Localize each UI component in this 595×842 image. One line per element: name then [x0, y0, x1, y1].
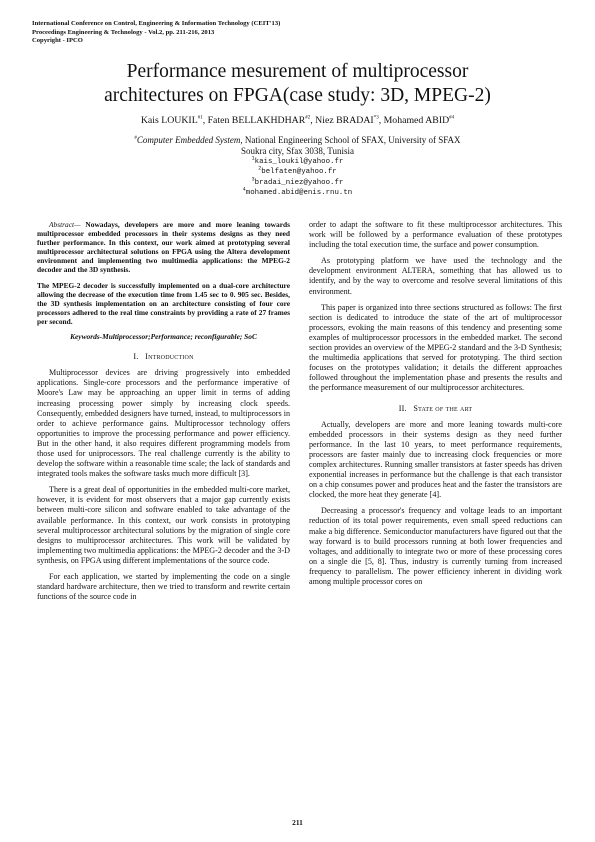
section-title: State of the art: [413, 403, 473, 413]
email-list: [40, 157, 555, 198]
abstract-label: Abstract—: [49, 220, 81, 229]
email-mark: 1: [251, 155, 255, 162]
page-number: 211: [292, 818, 303, 827]
affiliation: [40, 135, 555, 157]
author-mark: #2: [305, 115, 311, 121]
author-name: , Niez BRADAI: [310, 115, 374, 126]
abstract-text: Nowadays, developers are more and more leaning towards multiprocessor embedded processors in their systems designs as they need further performance. In this context, our work aimed at prototyping several multiprocessor architectural solutions on FPGA using the Altera development environment and implementing two multimedia applications: the MPEG-2 decoder and the 3D synthesis.: [37, 220, 290, 275]
paragraph: There is a great deal of opportunities in the embedded multi-core market, however, it is evident for most observers that a major gap currently exists between multi-core silicon and software enabled to take advantage of the available performance. In this context, our work consists in prototyping several multiprocessor architectural solutions by the migration of single core designs to multiprocessor architectures. This work will be validated by implementing two multimedia applications: the MPEG-2 decoder and the 3-D synthesis, on FPGA using different implementations of the source code.: [37, 485, 290, 565]
author-name: , Mohamed ABID: [378, 115, 450, 126]
email-address[interactable]: bradai_niez@yahoo.fr: [254, 178, 344, 187]
abstract: [37, 220, 290, 275]
email-mark: 2: [258, 165, 262, 172]
keywords: Keywords-Multiprocessor;Performance; reconfigurable; SoC: [70, 332, 257, 342]
email-mark: 3: [251, 176, 255, 183]
email-address[interactable]: kais_loukil@yahoo.fr: [254, 158, 344, 166]
title-line-2: architectures on FPGA(case study: 3D, MPEG-2): [104, 85, 491, 106]
email-address[interactable]: mohamed.abid@enis.rnu.tn: [245, 188, 353, 197]
copyright-line: Copyright - IPCO: [32, 37, 83, 45]
email-entry: [40, 188, 555, 198]
left-column: [37, 220, 290, 608]
affiliation-lab: Computer Embedded System,: [136, 135, 243, 145]
author-mark: *3: [373, 115, 379, 121]
affiliation-school: National Engineering School of SFAX, University of SFAX: [242, 135, 461, 145]
email-address[interactable]: belfaten@yahoo.fr: [261, 168, 337, 177]
section-title: Introduction: [145, 352, 194, 362]
proceedings-line: Proceedings Engineering & Technology - Vol.2, pp. 211-216, 2013: [32, 28, 215, 36]
title-line-1: Performance mesurement of multiprocessor: [126, 61, 469, 82]
section-heading-introduction: [37, 352, 290, 362]
paragraph: order to adapt the software to fit these multiprocessor architectures. This work will be followed by a performance evaluation of these prototypes including the total execution time, the surface and power consumption.: [309, 220, 562, 250]
author-mark: #4: [449, 115, 455, 121]
email-mark: 4: [242, 186, 246, 193]
email-entry: [40, 178, 555, 188]
email-entry: [40, 157, 555, 167]
author-mark: #1: [197, 115, 203, 121]
paper-title: [50, 60, 545, 108]
section-number: I.: [133, 352, 139, 362]
paragraph: Decreasing a processor's frequency and voltage leads to an important reduction of its total power requirements, even small speed reductions can make a big difference. Semiconductor manufacturers have figured out that the way forward is to build processors running at both lower frequencies and voltages, and additionally to integrate two or more of these processing cores on a single die [5, 8]. Thus, industry is currently turning from increased frequency to parallelism. The power efficiency inherent in dividing work among multiple processor cores on: [309, 506, 562, 586]
paragraph: This paper is organized into three sections structured as follows: The first section is dedicated to introduce the state of the art of multiprocessor processors, evoking the main reasons of this tendency and presenting some examples of multiprocessor processors in the embedded market. The second section provides an overview of the MPEG-2 standard and the 3-D Synthesis; the multimedia applications that served for prototyping. The third section focuses on the prototypes validation; it details the different approaches followed throughout the implementation phase and presents the results and the performance measurement of our multiprocessor architectures.: [309, 302, 562, 393]
email-entry: [40, 167, 555, 177]
affiliation-mark: #: [134, 136, 137, 141]
right-column: [309, 220, 562, 593]
section-number: II.: [398, 403, 407, 413]
author-name: , Faten BELLAKHDHAR: [202, 115, 306, 126]
author-name: Kais LOUKIL: [140, 115, 198, 126]
paragraph: As prototyping platform we have used the technology and the development environment ALTERA, something that has allowed us to identify, and by the way to overcome and resolve several limitations of this environment.: [309, 256, 562, 296]
paragraph: For each application, we started by implementing the code on a single standard hardware architecture, then we tried to transform and rewrite certain functions of the source code in: [37, 572, 290, 602]
paragraph: Actually, developers are more and more leaning towards multi-core embedded processors in their systems design as they need further performance. In the last 10 years, to meet performance requirements, processors are faster mainly due to increasing clock frequencies or more complex architectures. Running smaller transistors at faster speeds has driven exponential increases in performance but the challenge is that each transistor on a chip consumes power and produces heat and the faster the transistors are clocked, the more heat they generate [4].: [309, 419, 562, 500]
author-list: [40, 115, 555, 126]
conference-header: [32, 20, 280, 46]
paragraph: Multiprocessor devices are driving progressively into embedded applications. Single-core processors and the performance imperative of Moore's Law may be approaching an upper limit in terms of adding increasing processing power simply by increasing clock speeds. Consequently, embedded designers have turned, instead, to multiprocessors in order to achieve performance gains. Multiprocessor technology offers opportunities to improve the processing performance and power efficiency. But in the other hand, it also requires different programming models from those used for uniprocessors. The real challenge currently is the ability to develop the software within a reasonable time scale; the lack of standards and integrated tools makes the software tasks much more difficult [3].: [37, 368, 290, 479]
affiliation-address: Soukra city, Sfax 3038, Tunisia: [241, 146, 354, 156]
conference-line: International Conference on Control, Engineering & Information Technology (CEIT'13): [32, 20, 281, 27]
section-heading-state-of-the-art: [309, 404, 562, 414]
abstract-results: The MPEG-2 decoder is successfully implemented on a dual-core architecture allowing the decrease of the execution time from 1.45 sec to 0. 905 sec. Besides, the 3D synthesis implementation on an architecture consisting of four core processors adhered to the real time constraints by providing a rate of 27 frames per second.: [37, 280, 290, 326]
